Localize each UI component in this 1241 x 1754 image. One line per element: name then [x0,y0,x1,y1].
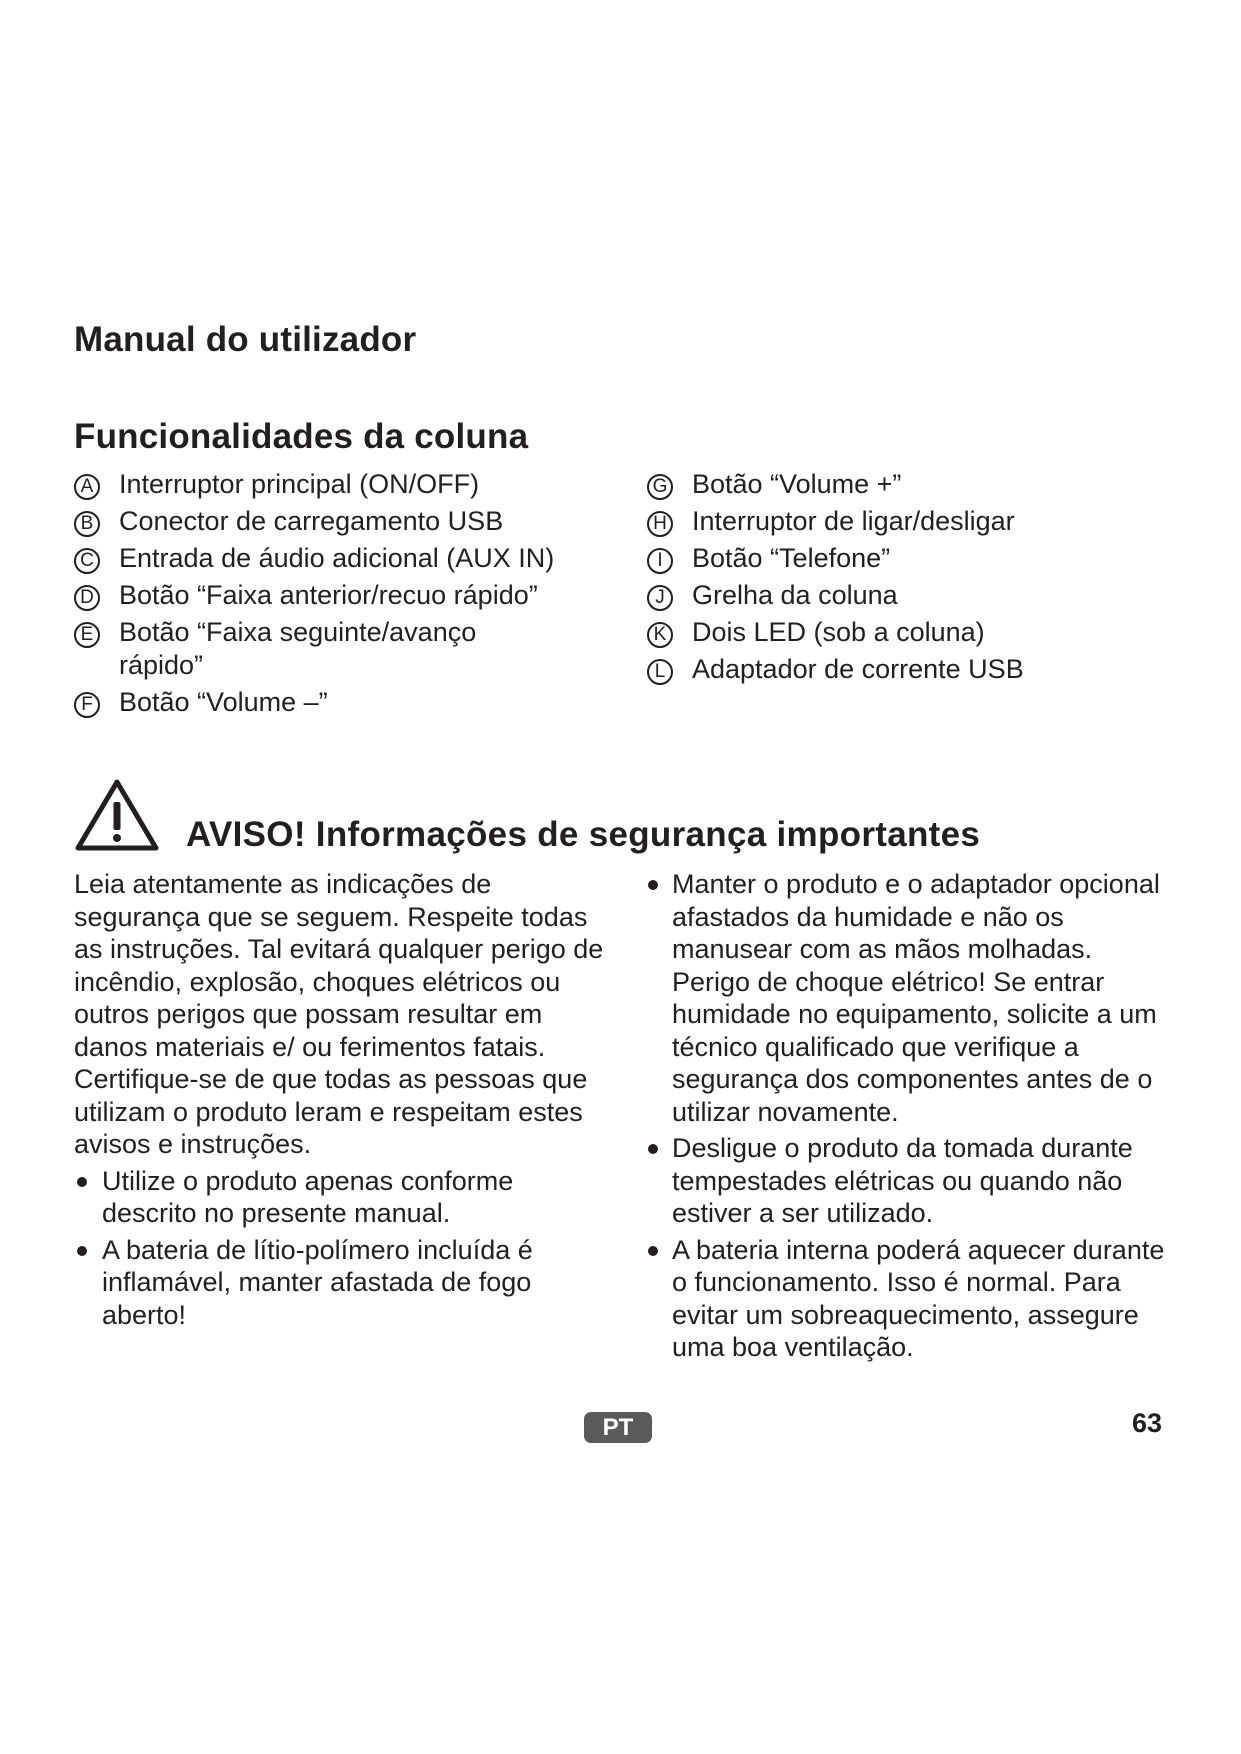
feature-label: Botão “Faixa anterior/recuo rápido” [119,580,538,610]
feature-label: Conector de carregamento USB [119,506,504,536]
safety-list-left [74,1165,614,1332]
page-title: Manual do utilizador [74,320,417,359]
list-item: A bateria interna poderá aquecer durante o funcionamento. Isso é normal. Para evitar um sobreaquecimento, assegure uma boa ventilação. [645,1234,1175,1364]
feature-label: Adaptador de corrente USB [692,654,1024,684]
feature-item [74,616,549,682]
feature-item [647,579,1167,612]
feature-letter-badge: J [647,585,673,611]
feature-label: Interruptor principal (ON/OFF) [119,469,480,499]
feature-item [74,468,634,501]
warning-triangle-icon [74,778,160,852]
list-item: Desligue o produto da tomada durante tempestades elétricas ou quando não estiver a ser utilizado. [645,1132,1175,1230]
list-item: Utilize o produto apenas conforme descrito no presente manual. [74,1165,614,1230]
language-badge: PT [584,1412,652,1443]
feature-item [74,579,634,612]
feature-letter-badge: D [74,585,100,611]
list-item: A bateria de lítio-polímero incluída é inflamável, manter afastada de fogo aberto! [74,1234,614,1332]
features-right-column [647,468,1167,690]
feature-item [74,505,634,538]
feature-label: Botão “Volume –” [119,687,328,717]
warning-title: AVISO! Informações de segurança importantes [186,815,981,854]
page-number: 63 [1132,1408,1163,1438]
feature-letter-badge: B [74,511,100,537]
feature-label: Dois LED (sob a coluna) [692,617,985,647]
feature-letter-badge: G [647,474,673,500]
feature-item [647,468,1167,501]
feature-item [74,542,634,575]
feature-letter-badge: L [647,659,673,685]
feature-letter-badge: H [647,511,673,537]
feature-item [74,686,634,719]
feature-letter-badge: E [74,622,100,648]
feature-letter-badge: A [74,474,100,500]
safety-right-column [645,868,1175,1368]
safety-left-column [74,868,614,1335]
feature-label: Interruptor de ligar/desligar [692,506,1015,536]
feature-letter-badge: C [74,548,100,574]
feature-letter-badge: F [74,692,100,718]
list-item: Manter o produto e o adaptador opcional afastados da humidade e não os manusear com as mãos molhadas. Perigo de choque elétrico! Se entrar humidade no equipamento, solicite a um técnico qualificado que verifique a segurança dos componentes antes de o utilizar novamente. [645,868,1175,1128]
feature-letter-badge: K [647,622,673,648]
feature-label: Grelha da coluna [692,580,898,610]
feature-label: Botão “Telefone” [692,543,891,573]
feature-item [647,505,1167,538]
section-title: Funcionalidades da coluna [74,417,529,456]
safety-intro: Leia atentamente as indicações de segurança que se seguem. Respeite todas as instruções. Tal evitará qualquer perigo de incêndio, explosão, choques elétricos ou outros perigos que possam resultar em danos materiais e/ ou ferimentos fatais. Certifique-se de que todas as pessoas que utilizam o produto leram e respeitam estes avisos e instruções. [74,869,604,1159]
feature-label: Botão “Volume +” [692,469,902,499]
feature-letter-badge: I [647,548,673,574]
feature-item [647,542,1167,575]
feature-item [647,616,1167,649]
feature-label: Botão “Faixa seguinte/avanço rápido” [119,617,477,680]
feature-label: Entrada de áudio adicional (AUX IN) [119,543,555,573]
feature-item [647,653,1167,686]
features-left-column [74,468,634,723]
safety-list-right [645,868,1175,1364]
